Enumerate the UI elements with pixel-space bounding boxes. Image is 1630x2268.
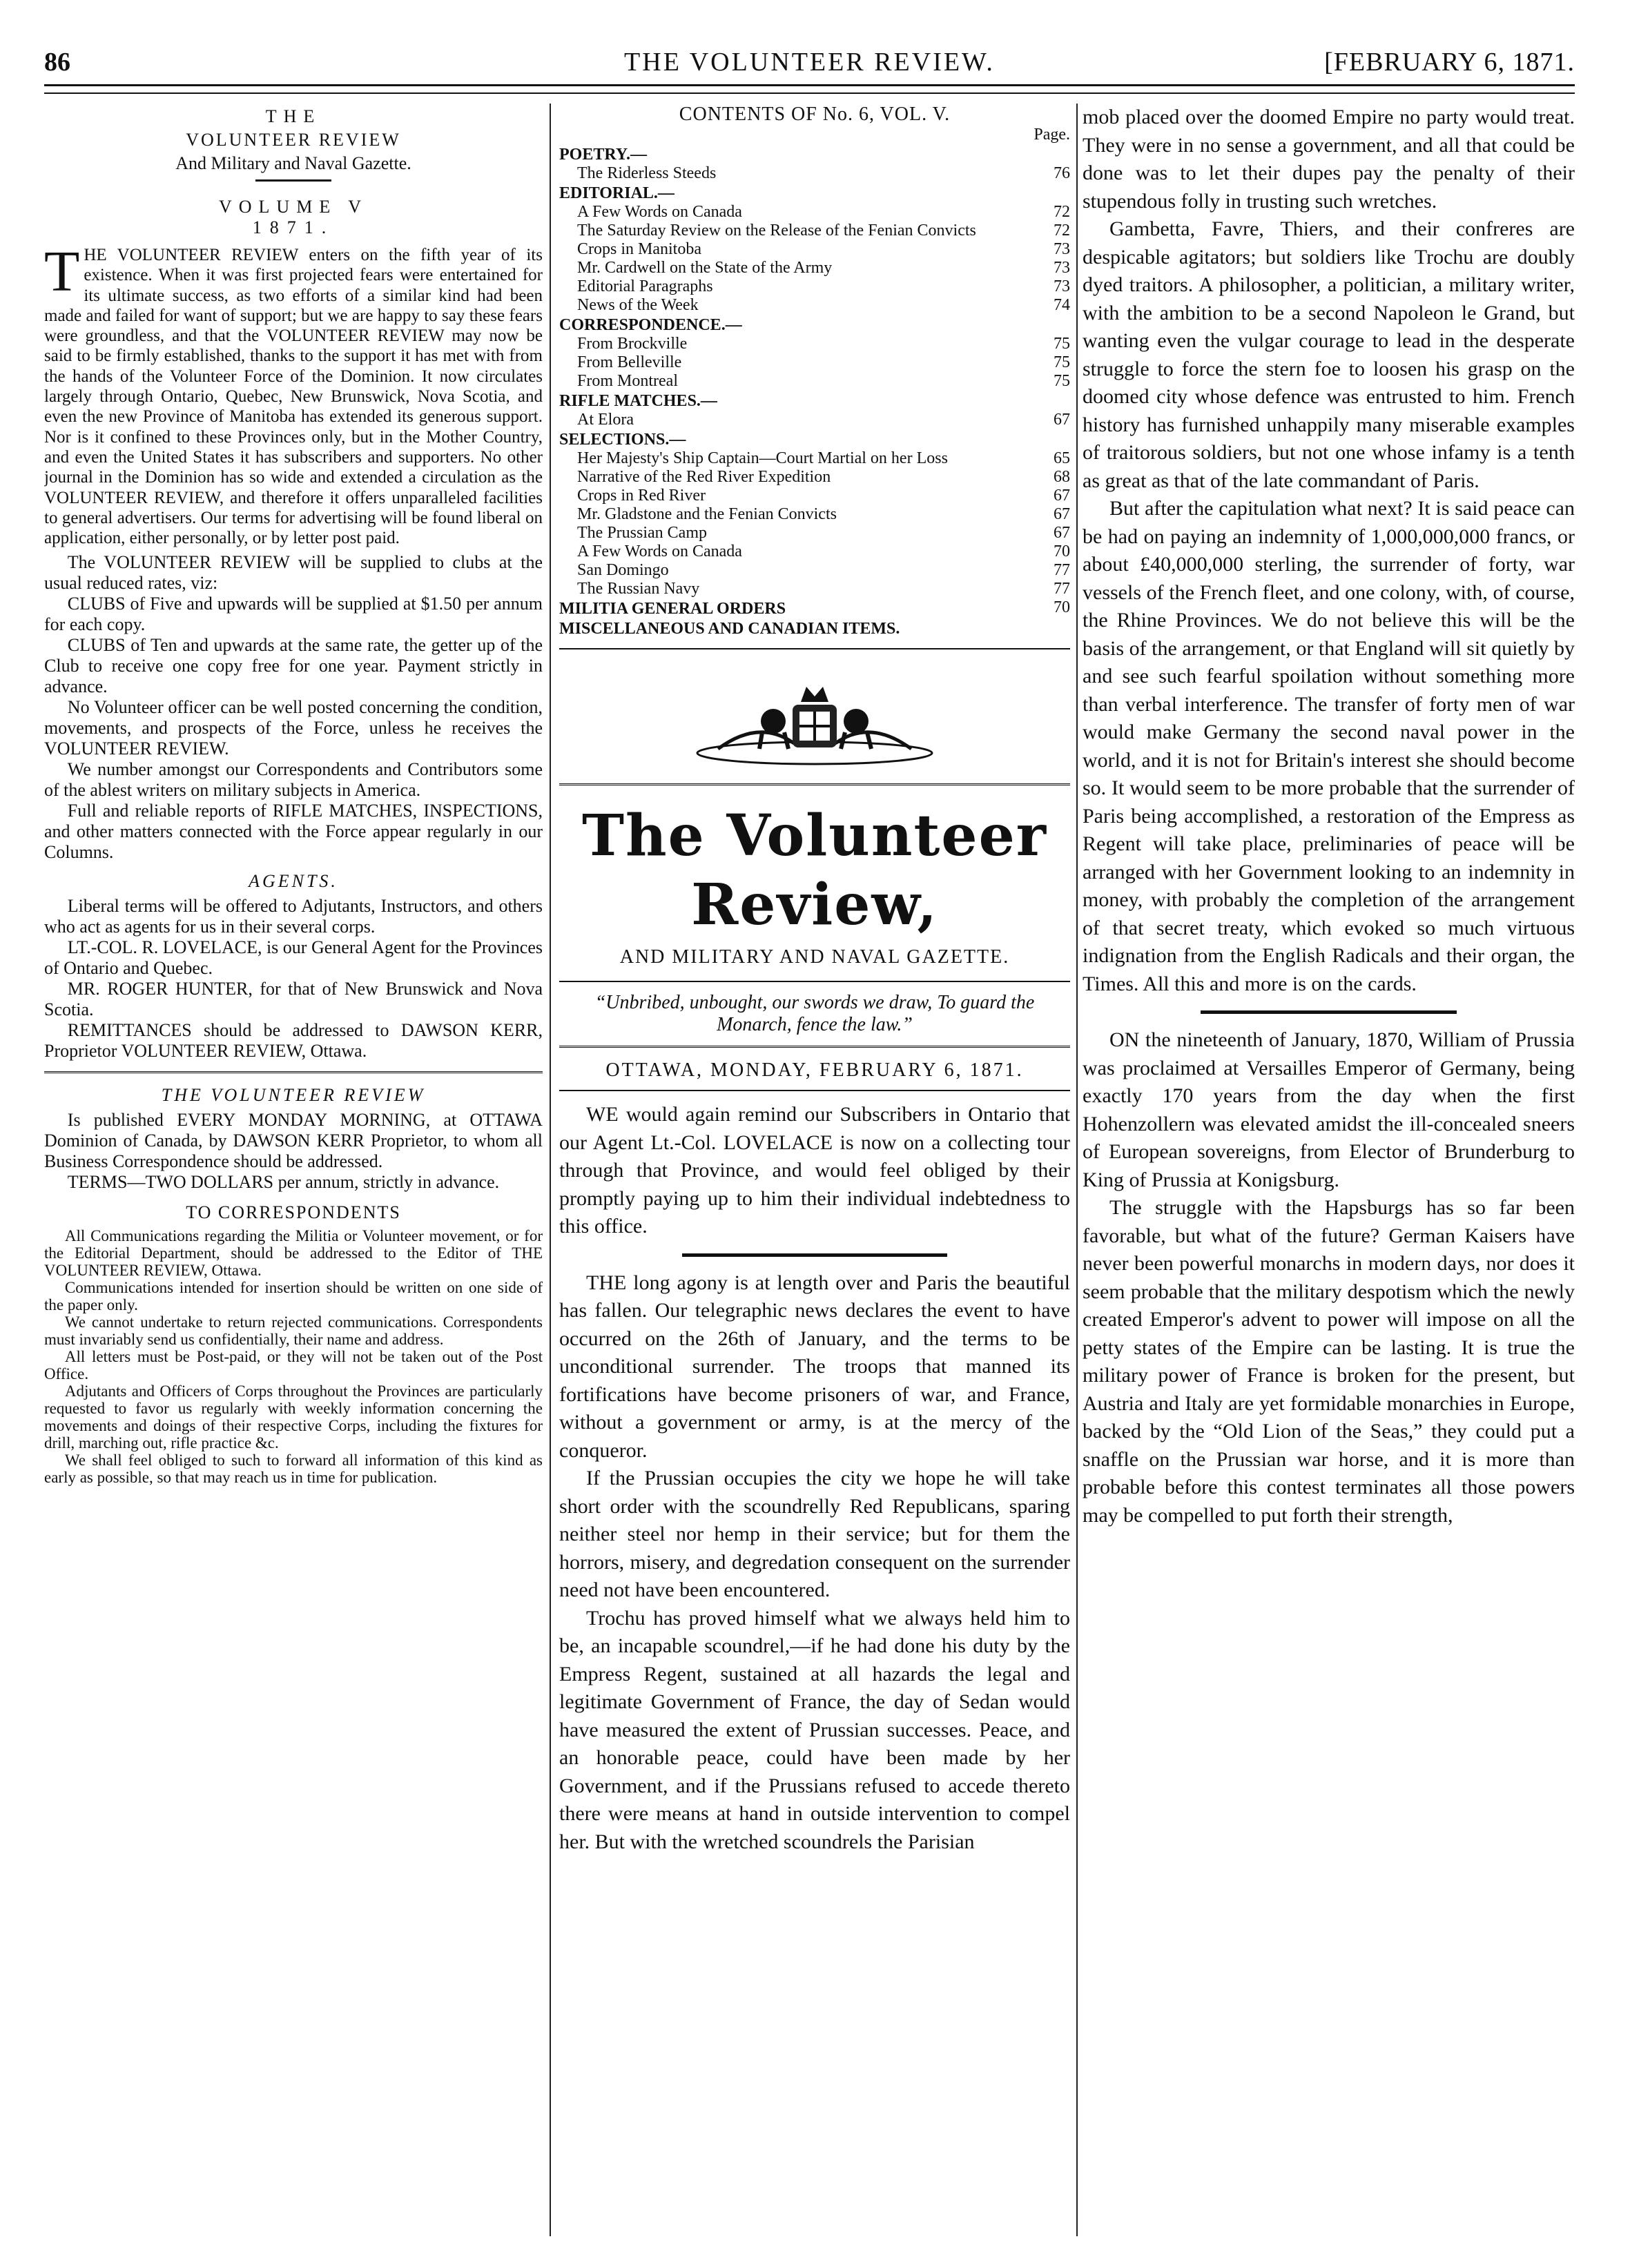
correspondents-para: Communications intended for insertion should be written on one side of the paper only.: [44, 1279, 543, 1314]
club-para: The VOLUNTEER REVIEW will be supplied to clubs at the usual reduced rates, viz:: [44, 552, 543, 594]
toc-page: 77: [1054, 580, 1070, 598]
club-para: CLUBS of Five and upwards will be supplied at $1.50 per annum for each copy.: [44, 594, 543, 635]
toc-entry: Mr. Cardwell on the State of the Army: [577, 259, 833, 277]
toc-page: 74: [1054, 296, 1070, 314]
toc-row: [559, 259, 1070, 277]
toc-category: MILITIA GENERAL ORDERS: [559, 600, 786, 618]
toc-entry: Her Majesty's Ship Captain—Court Martial on her Loss: [577, 449, 948, 467]
toc-section: [559, 184, 1070, 315]
motto-rule: [559, 1046, 1070, 1050]
intro-paragraph: [44, 239, 543, 548]
toc-row: [559, 524, 1070, 542]
dateline-rule: [559, 1090, 1070, 1091]
running-title: THE VOLUNTEER REVIEW.: [624, 48, 995, 77]
toc-page: 68: [1054, 468, 1070, 486]
publication-heading: THE VOLUNTEER REVIEW: [161, 1085, 426, 1106]
toc-entry: Narrative of the Red River Expedition: [577, 468, 831, 486]
toc-row: [559, 561, 1070, 580]
toc-section: [559, 146, 1070, 183]
toc-entry: Crops in Red River: [577, 487, 706, 505]
column-rule-2: [1076, 104, 1078, 2236]
toc-page: 67: [1054, 524, 1070, 542]
article-separator: [682, 1253, 948, 1257]
article-paragraph: If the Prussian occupies the city we hope he will take short order with the scoundrelly Red Republicans, sparing neither steel nor hemp in their service; but for them the horrors, misery, and degredation consequent on the surrender need not have been encountered.: [559, 1467, 1070, 1601]
nameplate-subtitle: AND MILITARY AND NAVAL GAZETTE.: [619, 946, 1010, 968]
correspondents-para: All Communications regarding the Militia or Volunteer movement, or for the Editorial Department, should be addressed to the Editor of THE VOLUNTEER REVIEW, Ottawa.: [44, 1227, 543, 1280]
toc-category: EDITORIAL.—: [559, 184, 675, 202]
nameplate-rule: [559, 981, 1070, 982]
contents-title: CONTENTS OF No. 6, VOL. V.: [679, 104, 951, 125]
article-paragraph: But after the capitulation what next? It is said peace can be had on paying an indemnity of 1,000,000,000 francs, or about £40,000,000 sterling, the surrender of forty, war vessels of the French fleet, and one colony, with, of course, the Rhine Provinces. We do not believe this will be the basis of the arrangement, or that England will sit quietly by and see such fearful spoilation without something more than verbal interference. The transfer of forty men of war would make Germany the second naval power in the world, and it is not for Britain's interest she should become so. It would seem to be more probable that the surrender of Paris being accomplished, a restoration of the Empress as Regent will take place, preliminaries of peace will be arranged with her Government looking to an indemnity in money, with probably the completion of the arrangement of that secret treaty, which evoked so much virtuous indignation from the English Radicals and their organ, the Times. All this and more is on the cards.: [1083, 497, 1575, 995]
toc-page: 67: [1054, 411, 1070, 429]
toc-page: 67: [1054, 505, 1070, 523]
toc-entry: From Belleville: [577, 353, 682, 371]
toc-entry: The Riderless Steeds: [577, 164, 717, 182]
header-date: [FEBRUARY 6, 1871.: [1324, 48, 1575, 77]
toc-entry: Editorial Paragraphs: [577, 277, 713, 295]
article-paragraph: ON the nineteenth of January, 1870, William of Prussia was proclaimed at Versailles Emperor of Germany, being exactly 170 years from the day when the first Hohenzollern was elevated amidst the ill-concealed sneers of European sovereigns, from Elector of Brunderburg to King of Prussia at Konigsburg.: [1083, 1028, 1575, 1191]
toc-category: RIFLE MATCHES.—: [559, 392, 717, 410]
toc-row: [559, 468, 1070, 487]
toc-page: 65: [1054, 449, 1070, 467]
correspondents-para: We cannot undertake to return rejected communications. Correspondents must invariably send us confidentially, their name and address.: [44, 1313, 543, 1349]
toc-page: 75: [1054, 335, 1070, 353]
toc-row: [559, 240, 1070, 259]
toc-page: 70: [1054, 542, 1070, 560]
toc-page: 72: [1054, 222, 1070, 239]
toc-page: 76: [1054, 164, 1070, 182]
article-paragraph: Trochu has proved himself what we always held him to be, an incapable scoundrel,—if he had done his duty by the Empress Regent, sustained at all hazards the legal and legitimate Government of France, the day of Sedan would have measured the extent of Prussian successes. Peace, and an honorable peace, could have been made by her Government, and if the Prussians refused to accede thereto there were means at hand in outside intervention to compel her. But with the wretched scoundrels the Parisian: [559, 1606, 1070, 1853]
toc-page: 77: [1054, 561, 1070, 579]
correspondents-notes: [44, 1227, 543, 1486]
toc-page: 75: [1054, 353, 1070, 371]
masthead-title: VOLUNTEER REVIEW: [186, 130, 401, 150]
agents-para: MR. ROGER HUNTER, for that of New Brunswick and Nova Scotia.: [44, 979, 543, 1020]
correspondents-para: We shall feel obliged to such to forward all information of this kind as early as possible, so that may reach us in time for publication.: [44, 1451, 543, 1487]
royal-arms-emblem: [559, 677, 1070, 767]
agents-para: LT.-COL. R. LOVELACE, is our General Agent for the Provinces of Ontario and Quebec.: [44, 937, 543, 979]
contents-rule: [559, 648, 1070, 649]
club-para: Full and reliable reports of RIFLE MATCHES, INSPECTIONS, and other matters connected with the Force appear regularly in our Columns.: [44, 801, 543, 863]
toc-row: [559, 411, 1070, 429]
article-paragraph: Gambetta, Favre, Thiers, and their confreres are despicable agitators; but soldiers like Trochu are doubly dyed traitors. A philosopher, a politician, a military writer, with the ambition to be a second Napoleon le Grand, but wanting even the vulgar courage to lead in the desperate struggle to force the stern foe to loosen his grasp on the doomed city whose defence was entrusted to him. French history has furnished unhappily many miserable examples of traitorous soldiers, but not one whose infamy is a tenth as great as that of the late commandant of Paris.: [1083, 217, 1575, 492]
toc-row: [559, 449, 1070, 468]
page-number: 86: [44, 48, 70, 77]
table-of-contents: [559, 126, 1070, 638]
toc-page: 73: [1054, 240, 1070, 258]
toc-row: [559, 353, 1070, 372]
toc-entry: The Russian Navy: [577, 580, 700, 598]
toc-entry: Mr. Gladstone and the Fenian Convicts: [577, 505, 837, 523]
toc-entry: The Saturday Review on the Release of the Fenian Convicts: [577, 222, 976, 239]
toc-section: [559, 392, 1070, 429]
column-left: [44, 104, 543, 1486]
masthead-subtitle: And Military and Naval Gazette.: [175, 153, 411, 173]
column-right: [1083, 104, 1575, 1529]
masthead-the: THE: [265, 106, 322, 126]
toc-entry: A Few Words on Canada: [577, 203, 742, 221]
toc-entry: News of the Week: [577, 296, 699, 314]
masthead-rule: [255, 179, 331, 182]
correspondents-heading: TO CORRESPONDENTS: [186, 1202, 401, 1223]
toc-row: [559, 505, 1070, 524]
agents-list: [44, 896, 543, 1062]
article-paragraph: WE would again remind our Subscribers in Ontario that our Agent Lt.-Col. LOVELACE is now on a collecting tour through that Province, and would feel obliged by their promptly paying up to him their individual indebtedness to this office.: [559, 1103, 1070, 1238]
header-rule: [44, 84, 1575, 86]
article-separator: [1201, 1010, 1457, 1014]
toc-section: [559, 316, 1070, 391]
toc-row: [559, 222, 1070, 240]
toc-row: [559, 277, 1070, 296]
drop-cap: T: [44, 239, 80, 304]
column-middle: [559, 104, 1070, 1856]
toc-entry: San Domingo: [577, 561, 669, 579]
agents-heading: AGENTS.: [249, 871, 338, 892]
toc-entry: Crops in Manitoba: [577, 240, 701, 258]
nameplate-rule-top: [559, 783, 1070, 788]
toc-row: [559, 580, 1070, 598]
toc-section: [559, 431, 1070, 598]
toc-row: [559, 598, 1070, 618]
toc-row: [559, 372, 1070, 391]
toc-entry: From Brockville: [577, 335, 688, 353]
column-rule-1: [550, 104, 551, 2236]
header-rule-thin: [44, 92, 1575, 94]
toc-page: 73: [1054, 277, 1070, 295]
toc-entry: The Prussian Camp: [577, 524, 707, 542]
volume-year: 1871.: [252, 217, 335, 237]
article-paragraph: mob placed over the doomed Empire no party would treat. They were in no sense a government, and all that could be done was to let their dupes pay the penalty of their stupendous folly in trusting such wretches.: [1083, 106, 1575, 213]
toc-category: SELECTIONS.—: [559, 431, 686, 449]
toc-entry: At Elora: [577, 411, 634, 429]
agents-para: Liberal terms will be offered to Adjutants, Instructors, and others who act as agents for us in their several corps.: [44, 896, 543, 937]
toc-category: MISCELLANEOUS AND CANADIAN ITEMS.: [559, 620, 900, 638]
toc-page: 72: [1054, 203, 1070, 221]
coat-of-arms-icon: [690, 677, 939, 767]
contents-page-label: Page.: [1034, 126, 1070, 144]
club-para: We number amongst our Correspondents and Contributors some of the ablest writers on military subjects in America.: [44, 759, 543, 801]
running-header: [44, 41, 1575, 83]
agents-para: REMITTANCES should be addressed to DAWSON KERR, Proprietor VOLUNTEER REVIEW, Ottawa.: [44, 1020, 543, 1062]
intro-text: HE VOLUNTEER REVIEW enters on the fifth year of its existence. When it was first projected fears were entertained for its ultimate success, as two efforts of a similar kind had been made and failed for want of support; but we are happy to say these fears were groundless, and that the VOLUNTEER REVIEW may now be said to be firmly established, thanks to the support it has met with from the hands of the Volunteer Force of the Dominion. It now circulates largely through Ontario, Quebec, New Brunswick, Nova Scotia, and even the new Province of Manitoba has extended its generous support. Nor is it confined to these Provinces only, but in the Mother Country, and even the United States it has subscribers and supporters. No other journal in the Dominion has so wide and extended a circulation as the VOLUNTEER REVIEW, and therefore it offers unparalleled facilities to general advertisers. Our terms for advertising will be found liberal on application, either personally, or by letter post paid.: [44, 246, 543, 548]
club-para: CLUBS of Ten and upwards at the same rate, the getter up of the Club to receive one copy free for one year. Payment strictly in advance.: [44, 635, 543, 697]
correspondents-para: All letters must be Post-paid, or they will not be taken out of the Post Office.: [44, 1348, 543, 1383]
nameplate-title: The Volunteer Review,: [582, 803, 1047, 938]
toc-page: 73: [1054, 259, 1070, 277]
toc-row: [559, 296, 1070, 315]
toc-row: [559, 335, 1070, 353]
toc-entry: From Montreal: [577, 372, 678, 390]
nameplate-motto: “Unbribed, unbought, our swords we draw, To guard the Monarch, fence the law.”: [594, 992, 1035, 1035]
toc-page: 67: [1054, 487, 1070, 505]
publication-para: TERMS—TWO DOLLARS per annum, strictly in advance.: [67, 1172, 500, 1193]
correspondents-para: Adjutants and Officers of Corps throughout the Provinces are particularly requested to favor us regularly with weekly information concerning the movements and doings of their respective Corps, including the fixtures for drill, marching out, rifle practice &c.: [44, 1382, 543, 1452]
dateline: OTTAWA, MONDAY, FEBRUARY 6, 1871.: [605, 1059, 1024, 1081]
volume-label: VOLUME V: [218, 197, 369, 217]
toc-category: POETRY.—: [559, 146, 647, 164]
section-rule: [44, 1071, 543, 1075]
toc-entry: A Few Words on Canada: [577, 542, 742, 560]
toc-row: [559, 203, 1070, 222]
toc-page: 75: [1054, 372, 1070, 390]
toc-category: CORRESPONDENCE.—: [559, 316, 742, 334]
toc-row: [559, 164, 1070, 183]
club-para: No Volunteer officer can be well posted concerning the condition, movements, and prospects of the Force, unless he receives the VOLUNTEER REVIEW.: [44, 697, 543, 759]
publication-para: Is published EVERY MONDAY MORNING, at OTTAWA Dominion of Canada, by DAWSON KERR Proprietor, to whom all Business Correspondence should be addressed.: [44, 1110, 543, 1172]
article-paragraph: The struggle with the Hapsburgs has so far been favorable, but what of the future? German Kaisers have never been powerful monarchs in modern days, nor does it seem probable that the military despotism which the newly created Emperor's advent to power will impose on all the petty states of the Empire can be lasting. It is true the military power of France is broken for the present, but Austria and Italy are yet formidable monarchies in Europe, backed by the “Old Lion of the Seas,” they could put a snaffle on the Prussian war horse, and it is more than probable before this contest terminates all those powers may be compelled to put forth their strength,: [1083, 1196, 1575, 1527]
club-terms: [44, 552, 543, 863]
article-paragraph: THE long agony is at length over and Paris the beautiful has fallen. Our telegraphic news declares the event to have occurred on the 26th of January, and the terms to be unconditional surrender. The troops that manned its fortifications have become prisoners of war, and France, without a government or army, is at the mercy of the conqueror.: [559, 1271, 1070, 1462]
toc-row: [559, 542, 1070, 561]
toc-page: 70: [1054, 598, 1070, 616]
toc-row: [559, 487, 1070, 505]
